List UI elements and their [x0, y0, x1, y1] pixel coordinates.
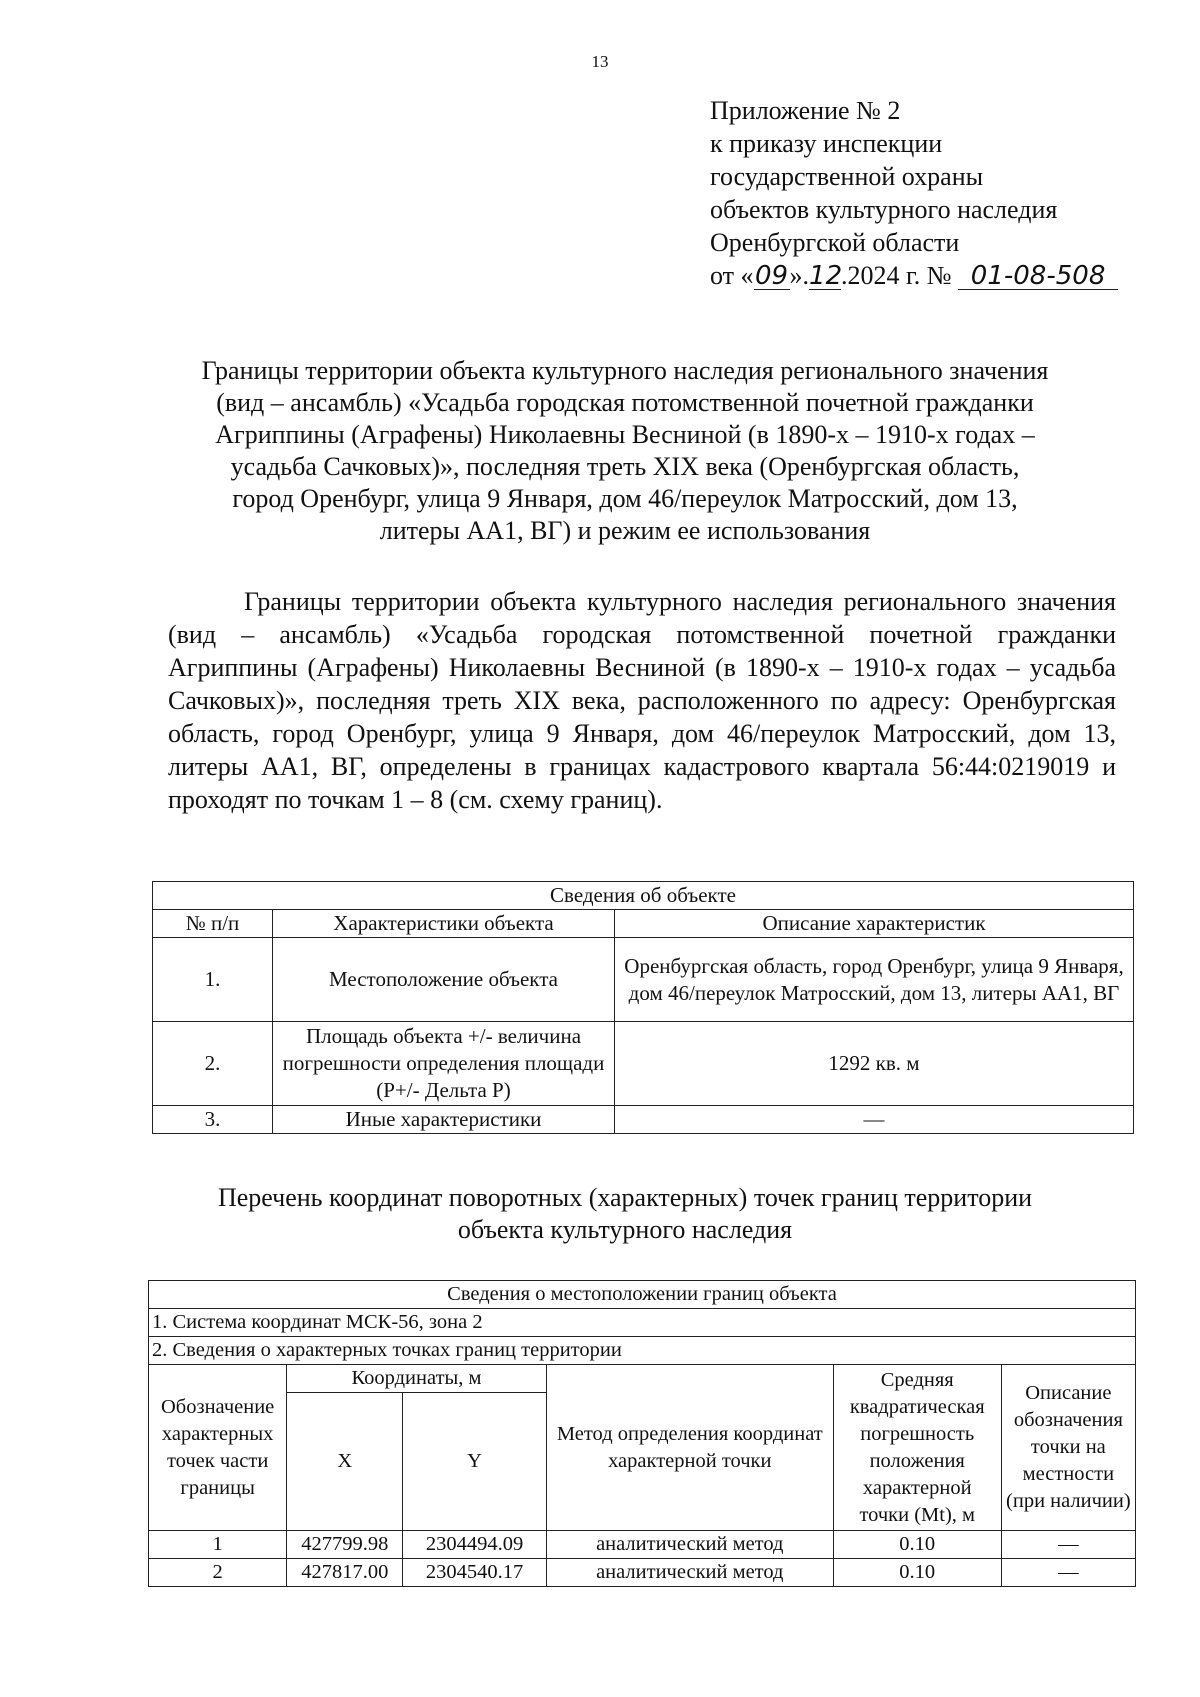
- page-number: 13: [591, 52, 609, 71]
- col-y: Y: [403, 1393, 546, 1531]
- date-suffix: .2024 г. №: [841, 261, 952, 290]
- col-coordinates: Координаты, м: [287, 1365, 547, 1393]
- column-header: Характеристики объекта: [273, 910, 615, 938]
- point-id: 1: [149, 1531, 287, 1559]
- point-method: аналитический метод: [546, 1531, 833, 1559]
- row-characteristic: Местоположение объекта: [273, 938, 615, 1022]
- point-error: 0.10: [833, 1531, 1001, 1559]
- col-method: Метод определения координат характерной точки: [546, 1365, 833, 1531]
- coordinates-subtitle: [150, 1182, 1100, 1246]
- point-desc: —: [1001, 1559, 1135, 1587]
- body-paragraph: [168, 585, 1116, 816]
- points-section: 2. Сведения о характерных точках границ территории: [149, 1337, 1136, 1365]
- handwritten-month: 12: [809, 261, 843, 291]
- point-id: 2: [149, 1559, 287, 1587]
- row-description: Оренбургская область, город Оренбург, улица 9 Января, дом 46/переулок Матросский, дом 13, литеры АА1, ВГ: [615, 938, 1134, 1022]
- coordinate-system: 1. Система координат МСК-56, зона 2: [149, 1309, 1136, 1337]
- object-table-header: Сведения об объекте: [153, 882, 1134, 910]
- appendix-line: государственной охраны: [710, 162, 984, 191]
- column-header: Описание характеристик: [615, 910, 1134, 938]
- subtitle-line: объекта культурного наследия: [457, 1215, 793, 1244]
- point-method: аналитический метод: [546, 1559, 833, 1587]
- coords-table-header: Сведения о местоположении границ объекта: [149, 1281, 1136, 1309]
- title-line: усадьба Сачковых)», последняя треть XIX века (Оренбургская область,: [230, 452, 1020, 481]
- col-desc: Описание обозначения точки на местности (при наличии): [1001, 1365, 1135, 1531]
- handwritten-day: 09: [754, 261, 789, 291]
- title-line: (вид – ансамбль) «Усадьба городская потомственной почетной гражданки: [216, 388, 1034, 417]
- point-desc: —: [1001, 1531, 1135, 1559]
- handwritten-order-number: 01-08-508: [958, 263, 1118, 290]
- subtitle-line: Перечень координат поворотных (характерных) точек границ территории: [217, 1183, 1033, 1212]
- appendix-line: Приложение № 2: [710, 96, 901, 125]
- point-x: 427799.98: [287, 1531, 403, 1559]
- col-x: X: [287, 1393, 403, 1531]
- document-title: [150, 355, 1100, 547]
- col-error: Средняя квадратическая погрешность положения характерной точки (Mt), м: [833, 1365, 1001, 1531]
- title-line: город Оренбург, улица 9 Января, дом 46/переулок Матросский, дом 13,: [232, 484, 1018, 513]
- point-error: 0.10: [833, 1559, 1001, 1587]
- row-number: 1.: [153, 938, 273, 1022]
- column-header: № п/п: [153, 910, 273, 938]
- point-y: 2304540.17: [403, 1559, 546, 1587]
- row-description: 1292 кв. м: [615, 1022, 1134, 1106]
- row-characteristic: Иные характеристики: [273, 1106, 615, 1134]
- title-line: литеры АА1, ВГ) и режим ее использования: [379, 516, 871, 545]
- row-description: —: [615, 1106, 1134, 1134]
- col-point: Обозначение характерных точек части границы: [149, 1365, 287, 1531]
- appendix-date-line: [710, 259, 1118, 292]
- row-characteristic: Площадь объекта +/- величина погрешности определения площади (Р+/- Дельта Р): [273, 1022, 615, 1106]
- appendix-line: объектов культурного наследия: [710, 195, 1058, 224]
- row-number: 3.: [153, 1106, 273, 1134]
- paragraph-text: Границы территории объекта культурного наследия регионального значения (вид – ансамбль) «Усадьба городская потомственной почетной гражданки Агриппины (Аграфены) Николаевны Весниной (в 1890-х – 1910-х годах – усадьба Сачковых)», последняя треть XIX века, расположенного по адресу: Оренбургская область, город Оренбург, улица 9 Января, дом 46/переулок Матросский, дом 13, литеры АА1, ВГ, определены в границах кадастрового квартала 56:44:0219019 и проходят по точкам 1 – 8 (см. схему границ).: [168, 587, 1116, 814]
- point-y: 2304494.09: [403, 1531, 546, 1559]
- title-line: Агриппины (Аграфены) Николаевны Весниной (в 1890-х – 1910-х годах –: [215, 420, 1035, 449]
- point-x: 427817.00: [287, 1559, 403, 1587]
- date-mid: ».: [789, 261, 810, 290]
- coordinates-table: [148, 1280, 1136, 1587]
- object-info-table: [152, 881, 1134, 1134]
- row-number: 2.: [153, 1022, 273, 1106]
- appendix-block: [710, 94, 1118, 292]
- appendix-line: к приказу инспекции: [710, 129, 943, 158]
- date-prefix: от «: [710, 261, 754, 290]
- title-line: Границы территории объекта культурного наследия регионального значения: [201, 356, 1049, 385]
- appendix-line: Оренбургской области: [710, 228, 960, 257]
